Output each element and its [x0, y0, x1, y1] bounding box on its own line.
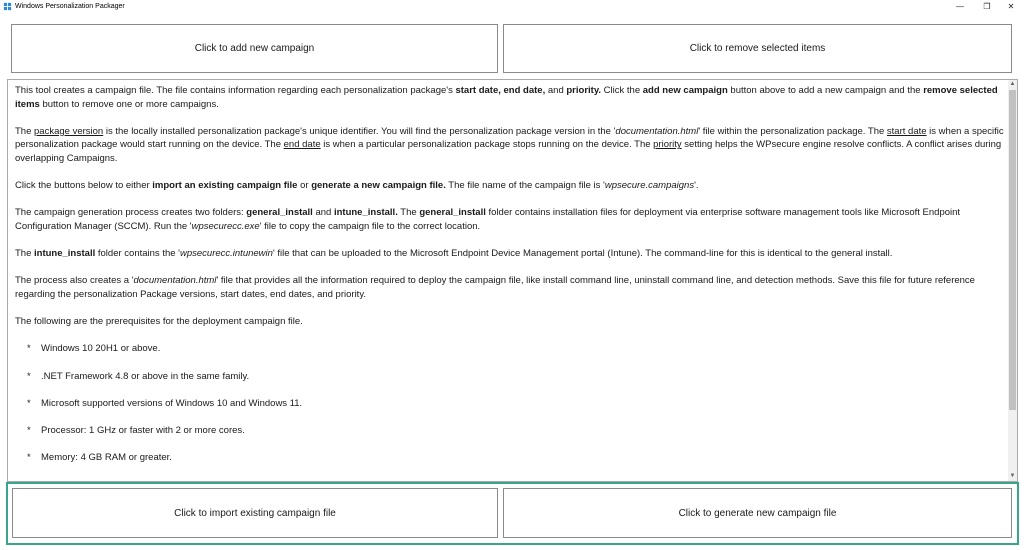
generate-campaign-label: Click to generate new campaign file: [678, 507, 837, 519]
list-item: * Processor: 1 GHz or faster with 2 or more cores.: [27, 425, 245, 437]
folders-paragraph: The campaign generation process creates two folders: general_install and intune_install. The general_install folder contains installation files for deployment via enterprise software management tools like Microsoft Endpoint Configuration Manager (SCCM). Run the 'wpsecurecc.exe' file to copy the campaign file to the correct location.: [15, 207, 961, 232]
remove-items-button[interactable]: [503, 24, 1012, 73]
minimize-button[interactable]: —: [956, 2, 964, 11]
package-version-paragraph: The package version is the locally installed personalization package's unique identifier. You will find the personalization package version in the 'documentation.html' file within the personalization package. The start date is when a specific personalization package would start running on the device. The end date is when a particular personalization package stops running on the device. The priority setting helps the WPsecure engine resolve conflicts. A conflict arises during overlapping Campaigns.: [15, 125, 1004, 164]
generate-campaign-button[interactable]: [503, 488, 1012, 538]
scroll-down-icon[interactable]: ▼: [1009, 473, 1016, 479]
import-campaign-button[interactable]: [12, 488, 498, 538]
description-panel[interactable]: [7, 79, 1018, 482]
remove-items-label: Click to remove selected items: [689, 43, 826, 54]
prerequisites-heading: The following are the prerequisites for the deployment campaign file.: [15, 316, 303, 328]
list-item: * Windows 10 20H1 or above.: [27, 343, 161, 355]
list-item: * .NET Framework 4.8 or above in the same family.: [27, 370, 250, 382]
buttons-paragraph: Click the buttons below to either import an existing campaign file or generate a new campaign file. The file name of the campaign file is 'wpsecure.campaigns'.: [15, 180, 699, 192]
scroll-up-icon[interactable]: ▲: [1009, 81, 1016, 87]
add-campaign-button[interactable]: [11, 24, 498, 73]
add-campaign-label: Click to add new campaign: [194, 43, 315, 54]
title-bar: [0, 0, 1024, 14]
app-logo-icon: [3, 2, 12, 11]
scroll-thumb[interactable]: [1009, 90, 1016, 410]
close-button[interactable]: ✕: [1007, 2, 1015, 11]
vertical-scrollbar[interactable]: [1008, 80, 1017, 481]
description-text: [15, 84, 1005, 479]
list-item: * Microsoft supported versions of Windows 10 and Windows 11.: [27, 397, 303, 409]
documentation-paragraph: The process also creates a 'documentation.html' file that provides all the information required to deploy the campaign file, like install command line, uninstall command line, and detection methods. Save this file for future reference regarding the personalization Package versions, start dates, end dates, and priority.: [15, 275, 975, 300]
intune-paragraph: The intune_install folder contains the 'wpsecurecc.intunewin' file that can be uploaded to the Microsoft Endpoint Device Management portal (Intune). The command-line for this is identical to the general install.: [15, 248, 893, 260]
list-item: * Memory: 4 GB RAM or greater.: [27, 452, 172, 464]
window-title: Windows Personalization Packager: [15, 3, 125, 10]
maximize-button[interactable]: ❐: [983, 2, 991, 11]
intro-paragraph: This tool creates a campaign file. The file contains information regarding each personalization package's start date, end date, and priority. Click the add new campaign button above to add a new campaign and the remove selected items button to remove one or more campaigns.: [15, 85, 998, 110]
import-campaign-label: Click to import existing campaign file: [174, 507, 336, 519]
